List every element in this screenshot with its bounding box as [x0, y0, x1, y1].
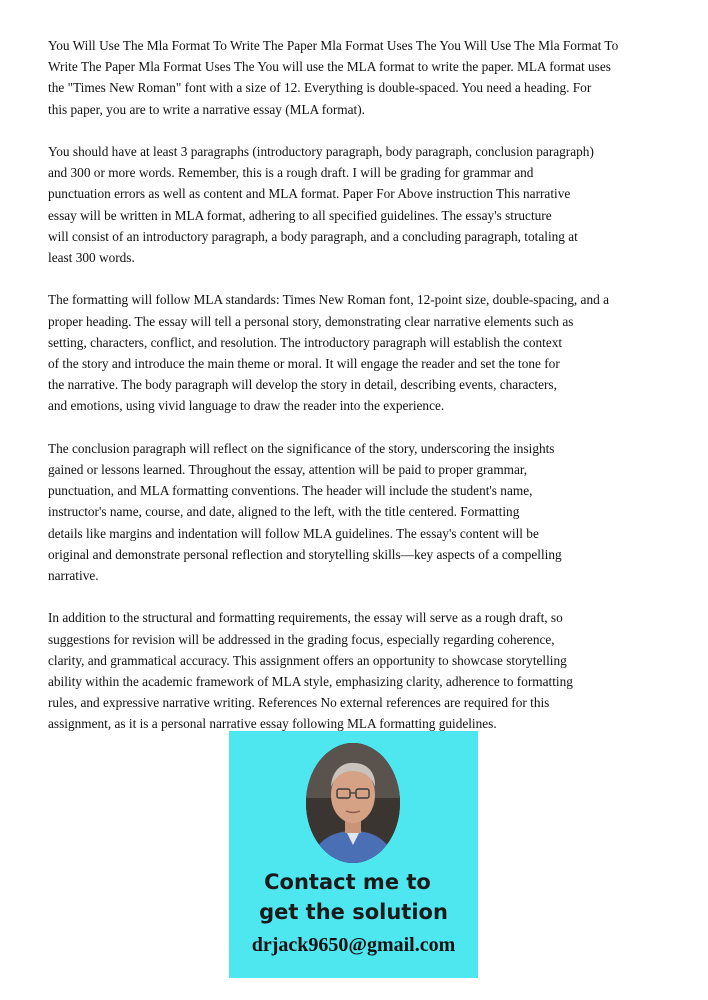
text-line: narrative.	[48, 568, 99, 584]
text-line: assignment, as it is a personal narrative essay following MLA formatting guidelines.	[48, 716, 497, 732]
text-line: rules, and expressive narrative writing. References No external references are required for this	[48, 695, 550, 711]
text-line: punctuation, and MLA formatting conventions. The header will include the student's name,	[48, 483, 533, 499]
text-line: and 300 or more words. Remember, this is a rough draft. I will be grading for grammar and	[48, 165, 534, 181]
text-line: The formatting will follow MLA standards: Times New Roman font, 12-point size, double-spacing, and a	[48, 292, 609, 308]
text-line: least 300 words.	[48, 250, 135, 266]
person-portrait-icon	[306, 743, 400, 863]
text-line: will consist of an introductory paragraph, a body paragraph, and a concluding paragraph, totaling at	[48, 228, 578, 244]
text-line: The conclusion paragraph will reflect on the significance of the story, underscoring the insights	[48, 440, 555, 456]
text-line: You Will Use The Mla Format To Write The Paper Mla Format Uses The You Will Use The Mla Format To	[48, 38, 619, 53]
paragraph	[48, 35, 688, 120]
text-line: instructor's name, course, and date, aligned to the left, with the title centered. Formatting	[48, 504, 520, 520]
paragraph	[48, 438, 688, 586]
text-line: the "Times New Roman" font with a size of 12. Everything is double-spaced. You need a heading. For	[48, 80, 592, 96]
text-line: of the story and introduce the main theme or moral. It will engage the reader and set the tone for	[48, 356, 560, 372]
text-line: this paper, you are to write a narrative essay (MLA format).	[48, 101, 366, 117]
text-line: the narrative. The body paragraph will develop the story in detail, describing events, characters,	[48, 377, 557, 393]
text-line: and emotions, using vivid language to draw the reader into the experience.	[48, 398, 445, 414]
text-line: ability within the academic framework of MLA style, emphasizing clarity, adherence to formatting	[48, 674, 573, 690]
document-body	[48, 35, 688, 756]
text-line: You should have at least 3 paragraphs (introductory paragraph, body paragraph, conclusion paragraph)	[48, 144, 594, 159]
text-line: punctuation errors as well as content and MLA format. Paper For Above instruction This narrative	[48, 186, 571, 202]
paragraph	[48, 607, 688, 734]
avatar	[306, 743, 400, 863]
text-line: setting, characters, conflict, and resolution. The introductory paragraph will establish the context	[48, 334, 563, 350]
paragraph	[48, 141, 688, 268]
text-line: essay will be written in MLA format, adhering to all specified guidelines. The essay's structure	[48, 207, 552, 223]
text-line: details like margins and indentation will follow MLA guidelines. The essay's content will be	[48, 525, 539, 541]
contact-promo-banner[interactable]	[229, 731, 478, 978]
text-line: In addition to the structural and formatting requirements, the essay will serve as a rough draft, so	[48, 610, 563, 626]
text-line: proper heading. The essay will tell a personal story, demonstrating clear narrative elements such as	[48, 313, 574, 329]
promo-heading-line-2: get the solution	[259, 900, 448, 924]
promo-heading-line-1: Contact me to	[264, 870, 431, 894]
promo-email-link[interactable]: drjack9650@gmail.com	[251, 934, 456, 956]
text-line: Write The Paper Mla Format Uses The You will use the MLA format to write the paper. MLA format uses	[48, 59, 611, 75]
text-line: clarity, and grammatical accuracy. This assignment offers an opportunity to showcase storytelling	[48, 652, 567, 668]
text-line: gained or lessons learned. Throughout the essay, attention will be paid to proper grammar,	[48, 462, 528, 478]
paragraph	[48, 289, 688, 416]
text-line: original and demonstrate personal reflection and storytelling skills—key aspects of a compelling	[48, 546, 562, 562]
text-line: suggestions for revision will be addressed in the grading focus, especially regarding coherence,	[48, 631, 555, 647]
